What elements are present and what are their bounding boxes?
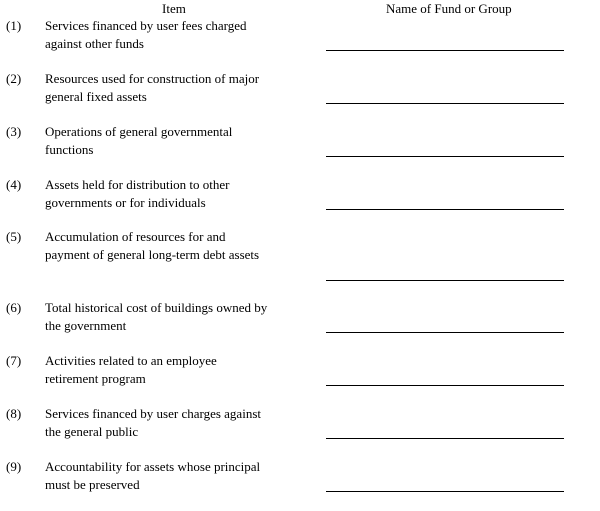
list-item <box>0 299 600 339</box>
item-description-line: governments or for individuals <box>45 195 206 210</box>
item-description-line: payment of general long-term debt assets <box>45 247 260 262</box>
item-number: (5) <box>6 229 22 244</box>
item-description <box>45 123 320 159</box>
item-number: (2) <box>6 71 22 86</box>
list-item <box>0 17 600 57</box>
item-number: (9) <box>6 459 22 474</box>
answer-blank[interactable] <box>326 50 564 51</box>
list-item <box>0 176 600 216</box>
item-description-line: functions <box>45 142 94 157</box>
item-description-line: against other funds <box>45 36 144 51</box>
answer-blank[interactable] <box>326 491 564 492</box>
item-description-line: general fixed assets <box>45 89 147 104</box>
item-description <box>45 299 320 335</box>
item-description <box>45 176 320 212</box>
item-description <box>45 458 320 494</box>
list-item <box>0 458 600 498</box>
item-description-line: Resources used for construction of major <box>45 71 260 86</box>
item-number: (1) <box>6 18 22 33</box>
answer-blank[interactable] <box>326 438 564 439</box>
item-column-header: Item <box>162 1 186 16</box>
answer-blank[interactable] <box>326 209 564 210</box>
item-description-line: the general public <box>45 424 139 439</box>
item-description-line: Accountability for assets whose principal <box>45 459 261 474</box>
item-description-line: must be preserved <box>45 477 140 492</box>
item-description <box>45 352 320 388</box>
answer-blank[interactable] <box>326 332 564 333</box>
item-number: (6) <box>6 300 22 315</box>
list-item <box>0 123 600 163</box>
item-number: (3) <box>6 124 22 139</box>
fund-column-header: Name of Fund or Group <box>386 1 512 16</box>
answer-blank[interactable] <box>326 385 564 386</box>
item-description-line: Activities related to an employee <box>45 353 217 368</box>
item-number: (7) <box>6 353 22 368</box>
item-description-line: Accumulation of resources for and <box>45 229 226 244</box>
item-number: (4) <box>6 177 22 192</box>
item-description-line: Operations of general governmental <box>45 124 233 139</box>
list-item <box>0 228 600 284</box>
list-item <box>0 352 600 392</box>
item-description <box>45 228 320 264</box>
item-description-line: Services financed by user fees charged <box>45 18 247 33</box>
item-description <box>45 17 320 53</box>
answer-blank[interactable] <box>326 156 564 157</box>
item-description-line: Total historical cost of buildings owned by <box>45 300 268 315</box>
item-description-line: Services financed by user charges against <box>45 406 261 421</box>
list-item <box>0 70 600 110</box>
item-number: (8) <box>6 406 22 421</box>
item-description-line: Assets held for distribution to other <box>45 177 230 192</box>
answer-blank[interactable] <box>326 103 564 104</box>
item-description <box>45 405 320 441</box>
item-description-line: the government <box>45 318 127 333</box>
item-description-line: retirement program <box>45 371 146 386</box>
answer-blank[interactable] <box>326 280 564 281</box>
list-item <box>0 405 600 445</box>
item-description <box>45 70 320 106</box>
